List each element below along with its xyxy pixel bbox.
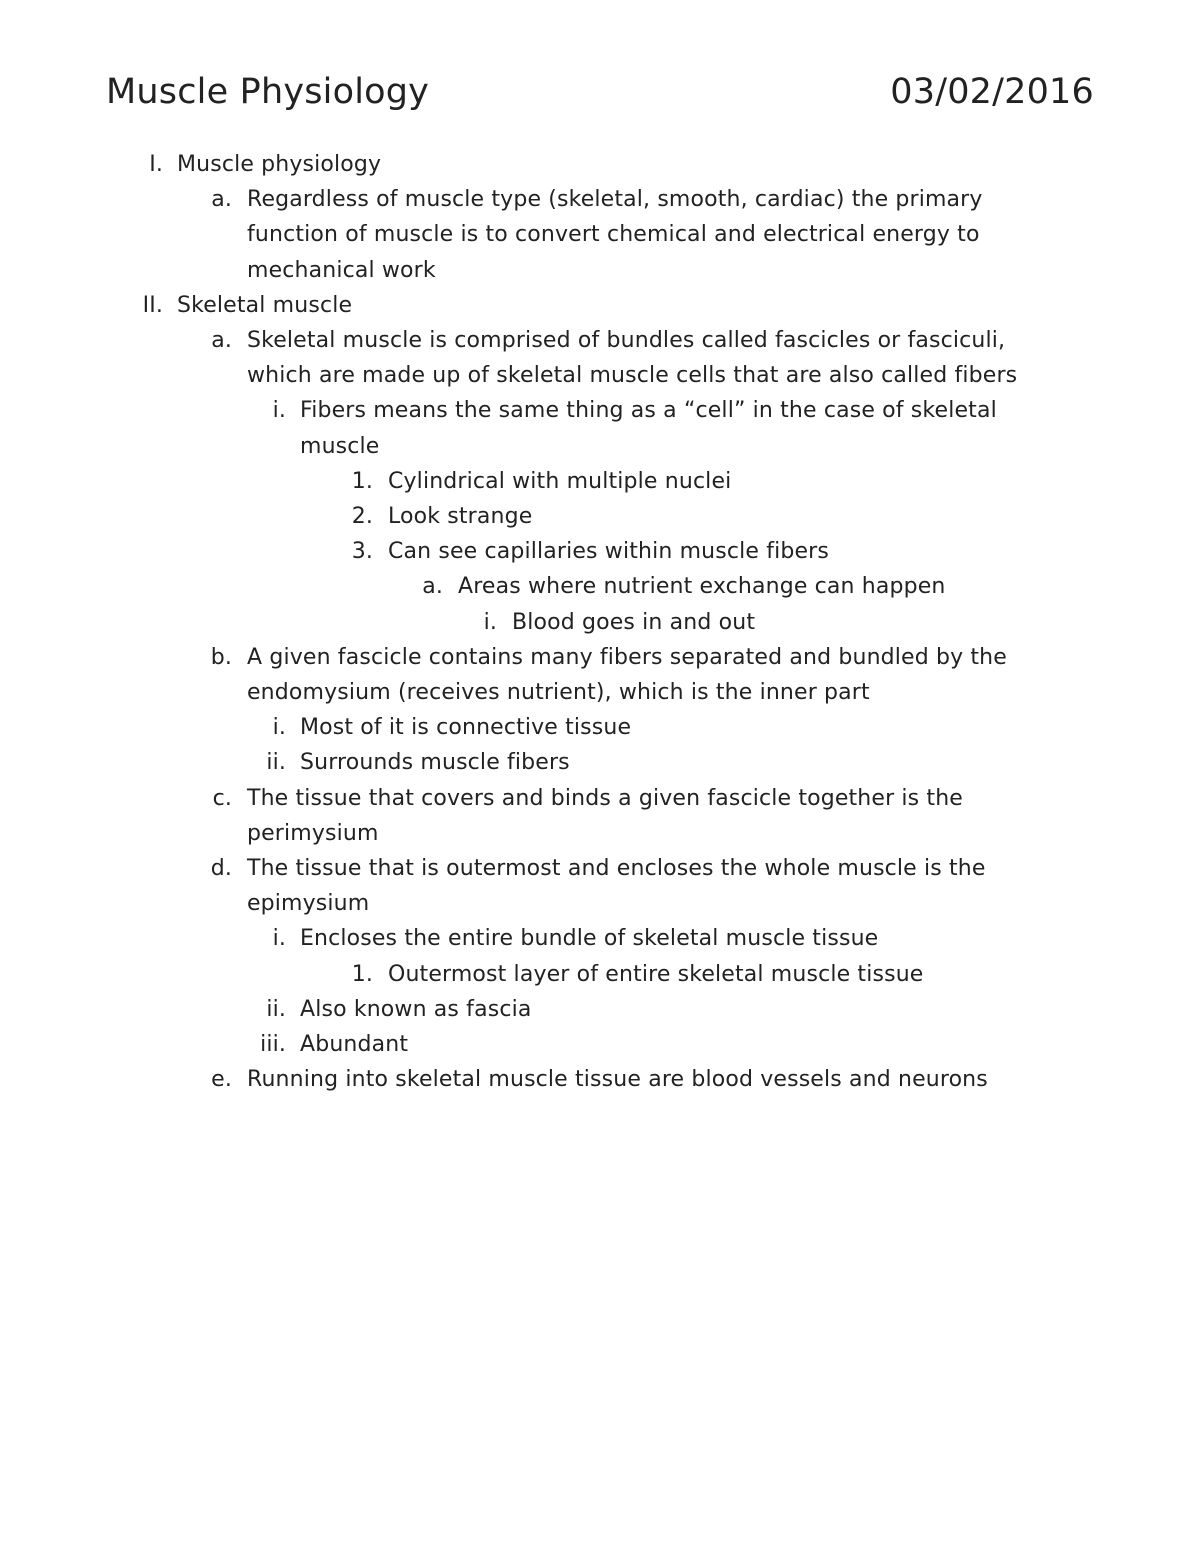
outline-text: Cylindrical with multiple nuclei — [388, 468, 732, 494]
outline-item — [0, 288, 1200, 323]
page-title: Muscle Physiology — [106, 72, 430, 112]
outline-marker: a. — [211, 328, 232, 354]
outline-item — [0, 534, 1200, 569]
outline-item — [0, 464, 1200, 499]
outline-item — [0, 323, 1200, 393]
outline-item — [0, 710, 1200, 745]
outline-marker: I. — [149, 152, 163, 177]
outline-marker: iii. — [260, 1032, 286, 1058]
outline-item — [0, 921, 1200, 956]
outline-marker: 2. — [351, 504, 373, 530]
outline-marker: II. — [142, 292, 163, 318]
outline-marker: a. — [211, 187, 232, 213]
outline-item — [0, 182, 1200, 288]
outline-item — [0, 745, 1200, 780]
outline-marker: b. — [210, 644, 232, 670]
outline-marker: a. — [422, 574, 443, 600]
outline-item — [0, 851, 1200, 921]
outline-text: Surrounds muscle fibers — [300, 750, 570, 776]
outline-marker: ii. — [266, 750, 286, 776]
notes-outline — [0, 147, 1200, 1097]
page-header — [106, 72, 1094, 112]
outline-marker: 1. — [351, 961, 373, 987]
outline-marker: i. — [272, 715, 286, 741]
outline-item — [0, 147, 1200, 182]
outline-marker: e. — [211, 1067, 232, 1093]
page-date: 03/02/2016 — [890, 72, 1094, 112]
outline-text: Regardless of muscle type (skeletal, smooth, cardiac) the primary function of muscle is to convert chemical and electrical energy to mechanical work — [247, 187, 983, 283]
outline-text: Also known as fascia — [300, 996, 532, 1022]
outline-text: Skeletal muscle — [177, 292, 353, 318]
outline-item — [0, 393, 1200, 463]
outline-item — [0, 992, 1200, 1027]
outline-text: Can see capillaries within muscle fibers — [388, 539, 829, 565]
outline-item — [0, 605, 1200, 640]
outline-marker: d. — [210, 856, 232, 882]
outline-text: Skeletal muscle is comprised of bundles called fascicles or fasciculi, which are made up of skeletal muscle cells that are also called fibers — [247, 328, 1018, 389]
outline-item — [0, 957, 1200, 992]
outline-item — [0, 781, 1200, 851]
outline-text: Blood goes in and out — [512, 609, 756, 635]
outline-text: The tissue that covers and binds a given fascicle together is the perimysium — [247, 785, 963, 846]
outline-item — [0, 499, 1200, 534]
outline-text: Areas where nutrient exchange can happen — [458, 574, 946, 600]
outline-text: Look strange — [388, 504, 533, 530]
outline-item — [0, 569, 1200, 604]
outline-marker: i. — [483, 609, 497, 635]
outline-text: Outermost layer of entire skeletal muscle tissue — [388, 961, 924, 987]
outline-marker: c. — [212, 785, 232, 811]
outline-item — [0, 640, 1200, 710]
outline-text: Most of it is connective tissue — [300, 715, 632, 741]
outline-marker: i. — [272, 926, 286, 952]
outline-marker: 3. — [351, 539, 373, 565]
outline-text: The tissue that is outermost and encloses the whole muscle is the epimysium — [247, 856, 986, 917]
outline-text: Running into skeletal muscle tissue are blood vessels and neurons — [247, 1067, 988, 1093]
outline-marker: i. — [272, 398, 286, 424]
outline-text: A given fascicle contains many fibers separated and bundled by the endomysium (receives nutrient), which is the inner part — [247, 644, 1007, 706]
outline-text: Abundant — [300, 1032, 409, 1058]
outline-text: Fibers means the same thing as a “cell” in the case of skeletal muscle — [300, 398, 997, 459]
outline-item — [0, 1062, 1200, 1097]
outline-text: Encloses the entire bundle of skeletal muscle tissue — [300, 926, 879, 952]
outline-marker: ii. — [266, 996, 286, 1022]
outline-item — [0, 1027, 1200, 1062]
outline-text: Muscle physiology — [177, 152, 382, 177]
outline-marker: 1. — [351, 468, 373, 494]
